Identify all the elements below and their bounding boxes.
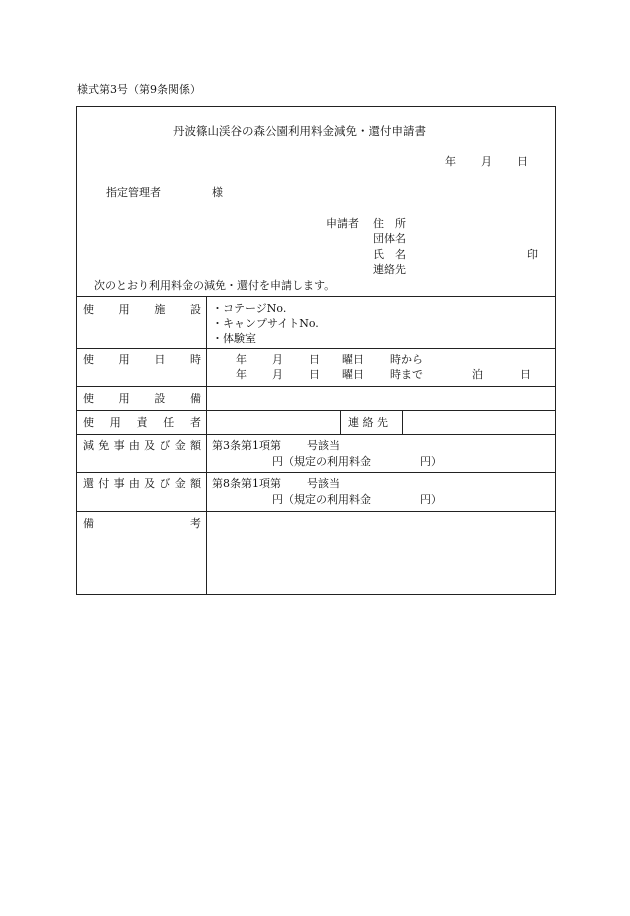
datetime-label: 使 用 日 時 (83, 353, 201, 366)
end-day: 日 (309, 368, 320, 381)
start-time: 時から (390, 353, 423, 366)
reduction-amount-end: 円） (420, 455, 442, 468)
refund-reason-label: 還 付 事 由 及 び 金 額 (83, 477, 201, 490)
start-day: 日 (309, 353, 320, 366)
form-title: 丹波篠山渓谷の森公園利用料金減免・還付申請書 (173, 124, 426, 138)
reduction-article-suffix: 号該当 (307, 439, 340, 452)
form-number: 様式第3号（第9条関係） (77, 83, 201, 96)
facility-option-campsite[interactable]: ・キャンプサイトNo. (212, 317, 319, 330)
addressee-honorific: 様 (212, 186, 223, 199)
label-column-divider (206, 296, 207, 595)
equipment-label: 使 用 設 備 (83, 392, 201, 405)
responsible-person-label: 使 用 責 任 者 (83, 416, 201, 429)
applicant-group-label: 団体名 (373, 232, 406, 245)
date-day-label: 日 (517, 155, 528, 168)
start-year: 年 (236, 353, 247, 366)
contact-cell-left-border (340, 410, 341, 434)
start-month: 月 (272, 353, 283, 366)
table-top-border (76, 296, 556, 297)
applicant-seal-label: 印 (527, 248, 538, 261)
row-divider (76, 386, 556, 387)
refund-amount-yen: 円（規定の利用料金 (272, 493, 371, 506)
date-year-label: 年 (445, 155, 456, 168)
reduction-amount-yen: 円（規定の利用料金 (272, 455, 371, 468)
facility-option-experience-room[interactable]: ・体験室 (212, 332, 256, 345)
row-divider (76, 472, 556, 473)
applicant-contact-label: 連絡先 (373, 263, 406, 276)
end-time: 時まで (390, 368, 423, 381)
addressee-label: 指定管理者 (106, 186, 161, 199)
end-weekday: 曜日 (342, 368, 364, 381)
applicant-address-label: 住 所 (373, 217, 406, 230)
start-weekday: 曜日 (342, 353, 364, 366)
equipment-field[interactable] (208, 388, 554, 409)
row-divider (76, 410, 556, 411)
nights-label: 泊 (472, 368, 483, 381)
date-month-label: 月 (481, 155, 492, 168)
responsible-contact-label: 連 絡 先 (348, 416, 388, 429)
remarks-label: 備 考 (83, 517, 201, 530)
days-label: 日 (520, 368, 531, 381)
row-divider (76, 348, 556, 349)
facility-label: 使 用 施 設 (83, 303, 201, 316)
applicant-name-label: 氏 名 (373, 248, 406, 261)
intro-text: 次のとおり利用料金の減免・還付を申請します。 (94, 279, 336, 292)
responsible-person-field[interactable] (208, 412, 339, 433)
refund-article-prefix: 第8条第1項第 (212, 477, 281, 490)
applicant-label: 申請者 (326, 217, 359, 230)
facility-option-cottage[interactable]: ・コテージNo. (212, 302, 287, 315)
end-year: 年 (236, 368, 247, 381)
row-divider (76, 434, 556, 435)
end-month: 月 (272, 368, 283, 381)
row-divider (76, 511, 556, 512)
refund-article-suffix: 号該当 (307, 477, 340, 490)
remarks-field[interactable] (208, 513, 554, 593)
refund-amount-end: 円） (420, 493, 442, 506)
responsible-contact-field[interactable] (404, 412, 554, 433)
reduction-article-prefix: 第3条第1項第 (212, 439, 281, 452)
reduction-reason-label: 減 免 事 由 及 び 金 額 (83, 439, 201, 452)
contact-cell-right-border (402, 410, 403, 434)
